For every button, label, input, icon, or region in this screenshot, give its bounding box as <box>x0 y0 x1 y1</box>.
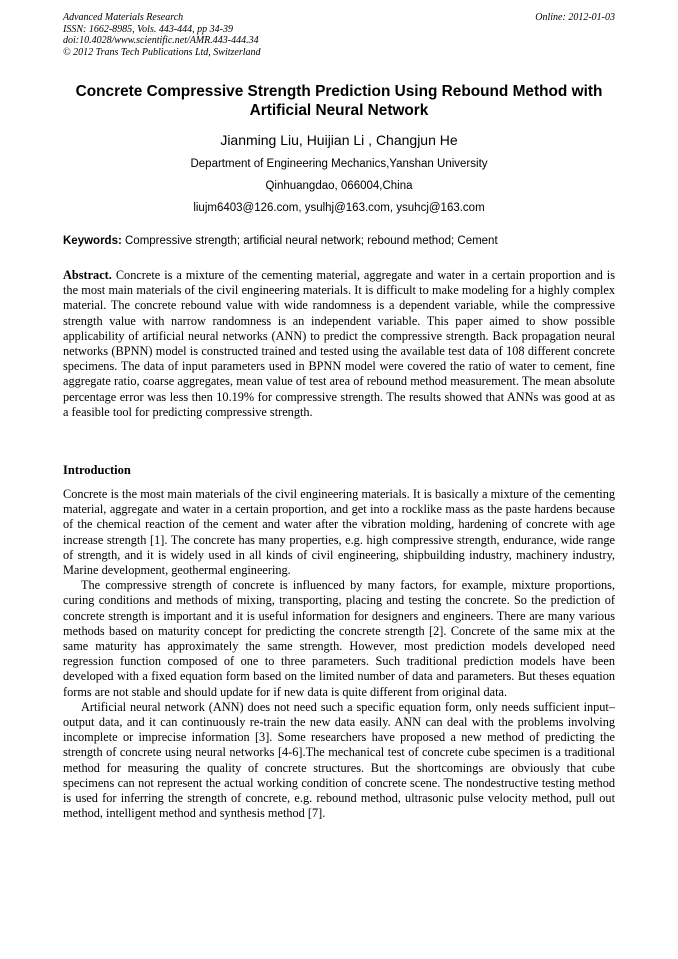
online-date: Online: 2012-01-03 <box>535 12 615 23</box>
abstract <box>63 268 615 420</box>
intro-paragraph: Concrete is the most main materials of the civil engineering materials. It is basically a mixture of the cementing material, aggregate and water in a certain proportion, and get into a rocklike mass as the paste hardens because of the chemical reaction of the cement and water after the vibration molding, hardening of concrete with age increase strength [1]. The concrete has many properties, e.g. high compressive strength, endurance, wide range of strength, and it is widely used in all kinds of civil engineering, shipbuilding industry, machinery industry, Marine development, geothermal engineering. <box>63 487 615 578</box>
affiliation-department: Department of Engineering Mechanics,Yanshan University <box>190 158 488 170</box>
copyright-line: © 2012 Trans Tech Publications Ltd, Switzerland <box>63 46 261 58</box>
keywords <box>63 234 615 248</box>
intro-paragraph: Artificial neural network (ANN) does not need such a specific equation form, only needs sufficient input–output data, and it can continuously re-train the new data easily. ANN can deal with the problems involving incomplete or imprecise information [3]. Some researchers have proposed a new method of predicting the strength of concrete using neural networks [4-6].The mechanical test of concrete cube specimen is a traditional method for measuring the quality of concrete structures. But the shortcomings are obviously that cube specimens can not represent the actual working condition of concrete scene. The nondestructive testing method is used for inferring the strength of concrete, e.g. rebound method, ultrasonic pulse velocity method, pull out method, intelligent method and synthesis method [7]. <box>63 699 615 821</box>
intro-paragraph: The compressive strength of concrete is influenced by many factors, for example, mixture proportions, curing conditions and methods of mixing, transporting, placing and testing the concrete. So the prediction of concrete strength is important and it is useful information for designers and engineers. There are many various methods based on maturity concept for predicting the concrete strength [2]. Concrete of the same mix at the same maturity has approximately the same strength. However, most prediction models developed need regression function composed of one to three parameters. Such traditional prediction models have been developed with a fixed equation form based on the limited number of data and parameters. But theses equation forms are not stable and should update for if new data is quite different from original data. <box>63 578 615 699</box>
keywords-label: Keywords: <box>63 235 122 247</box>
running-header <box>63 12 615 58</box>
introduction-body <box>63 487 615 821</box>
author-list: Jianming Liu, Huijian Li , Changjun He <box>220 132 458 148</box>
issn-line: ISSN: 1662-8985, Vols. 443-444, pp 34-39 <box>63 23 233 35</box>
affiliation-address: Qinhuangdao, 066004,China <box>265 180 413 192</box>
keywords-text: Compressive strength; artificial neural network; rebound method; Cement <box>125 235 498 247</box>
abstract-label: Abstract. <box>63 268 112 282</box>
abstract-text: Concrete is a mixture of the cementing material, aggregate and water in a certain proportion and is the most main materials of the civil engineering materials. It is difficult to make modeling for a highly complex material. The concrete rebound value with wide randomness is a dependent variable, while the compressive strength value with narrow randomness is an independent variable. This paper aimed to show possible applicability of artificial neural networks (ANN) to predict the compressive strength. Back propagation neural networks (BPNN) model is constructed trained and tested using the available test data of 108 different concrete specimens. The data of input parameters used in BPNN model were covered the ratio of water to cement, fine aggregate ratio, coarse aggregates, mean value of test area of rebound method measurement. The mean absolute percentage error was less then 10.19% for compressive strength. The results showed that ANNs was good at as a feasible tool for predicting compressive strength. <box>63 268 616 419</box>
journal-name: Advanced Materials Research <box>63 12 184 23</box>
author-emails: liujm6403@126.com, ysulhj@163.com, ysuhcj@163.com <box>193 202 485 214</box>
paper-title: Concrete Compressive Strength Prediction Using Rebound Method with Artificial Neural Network <box>75 83 603 119</box>
section-heading-introduction: Introduction <box>63 463 131 477</box>
doi-line: doi:10.4028/www.scientific.net/AMR.443-444.34 <box>63 35 259 46</box>
